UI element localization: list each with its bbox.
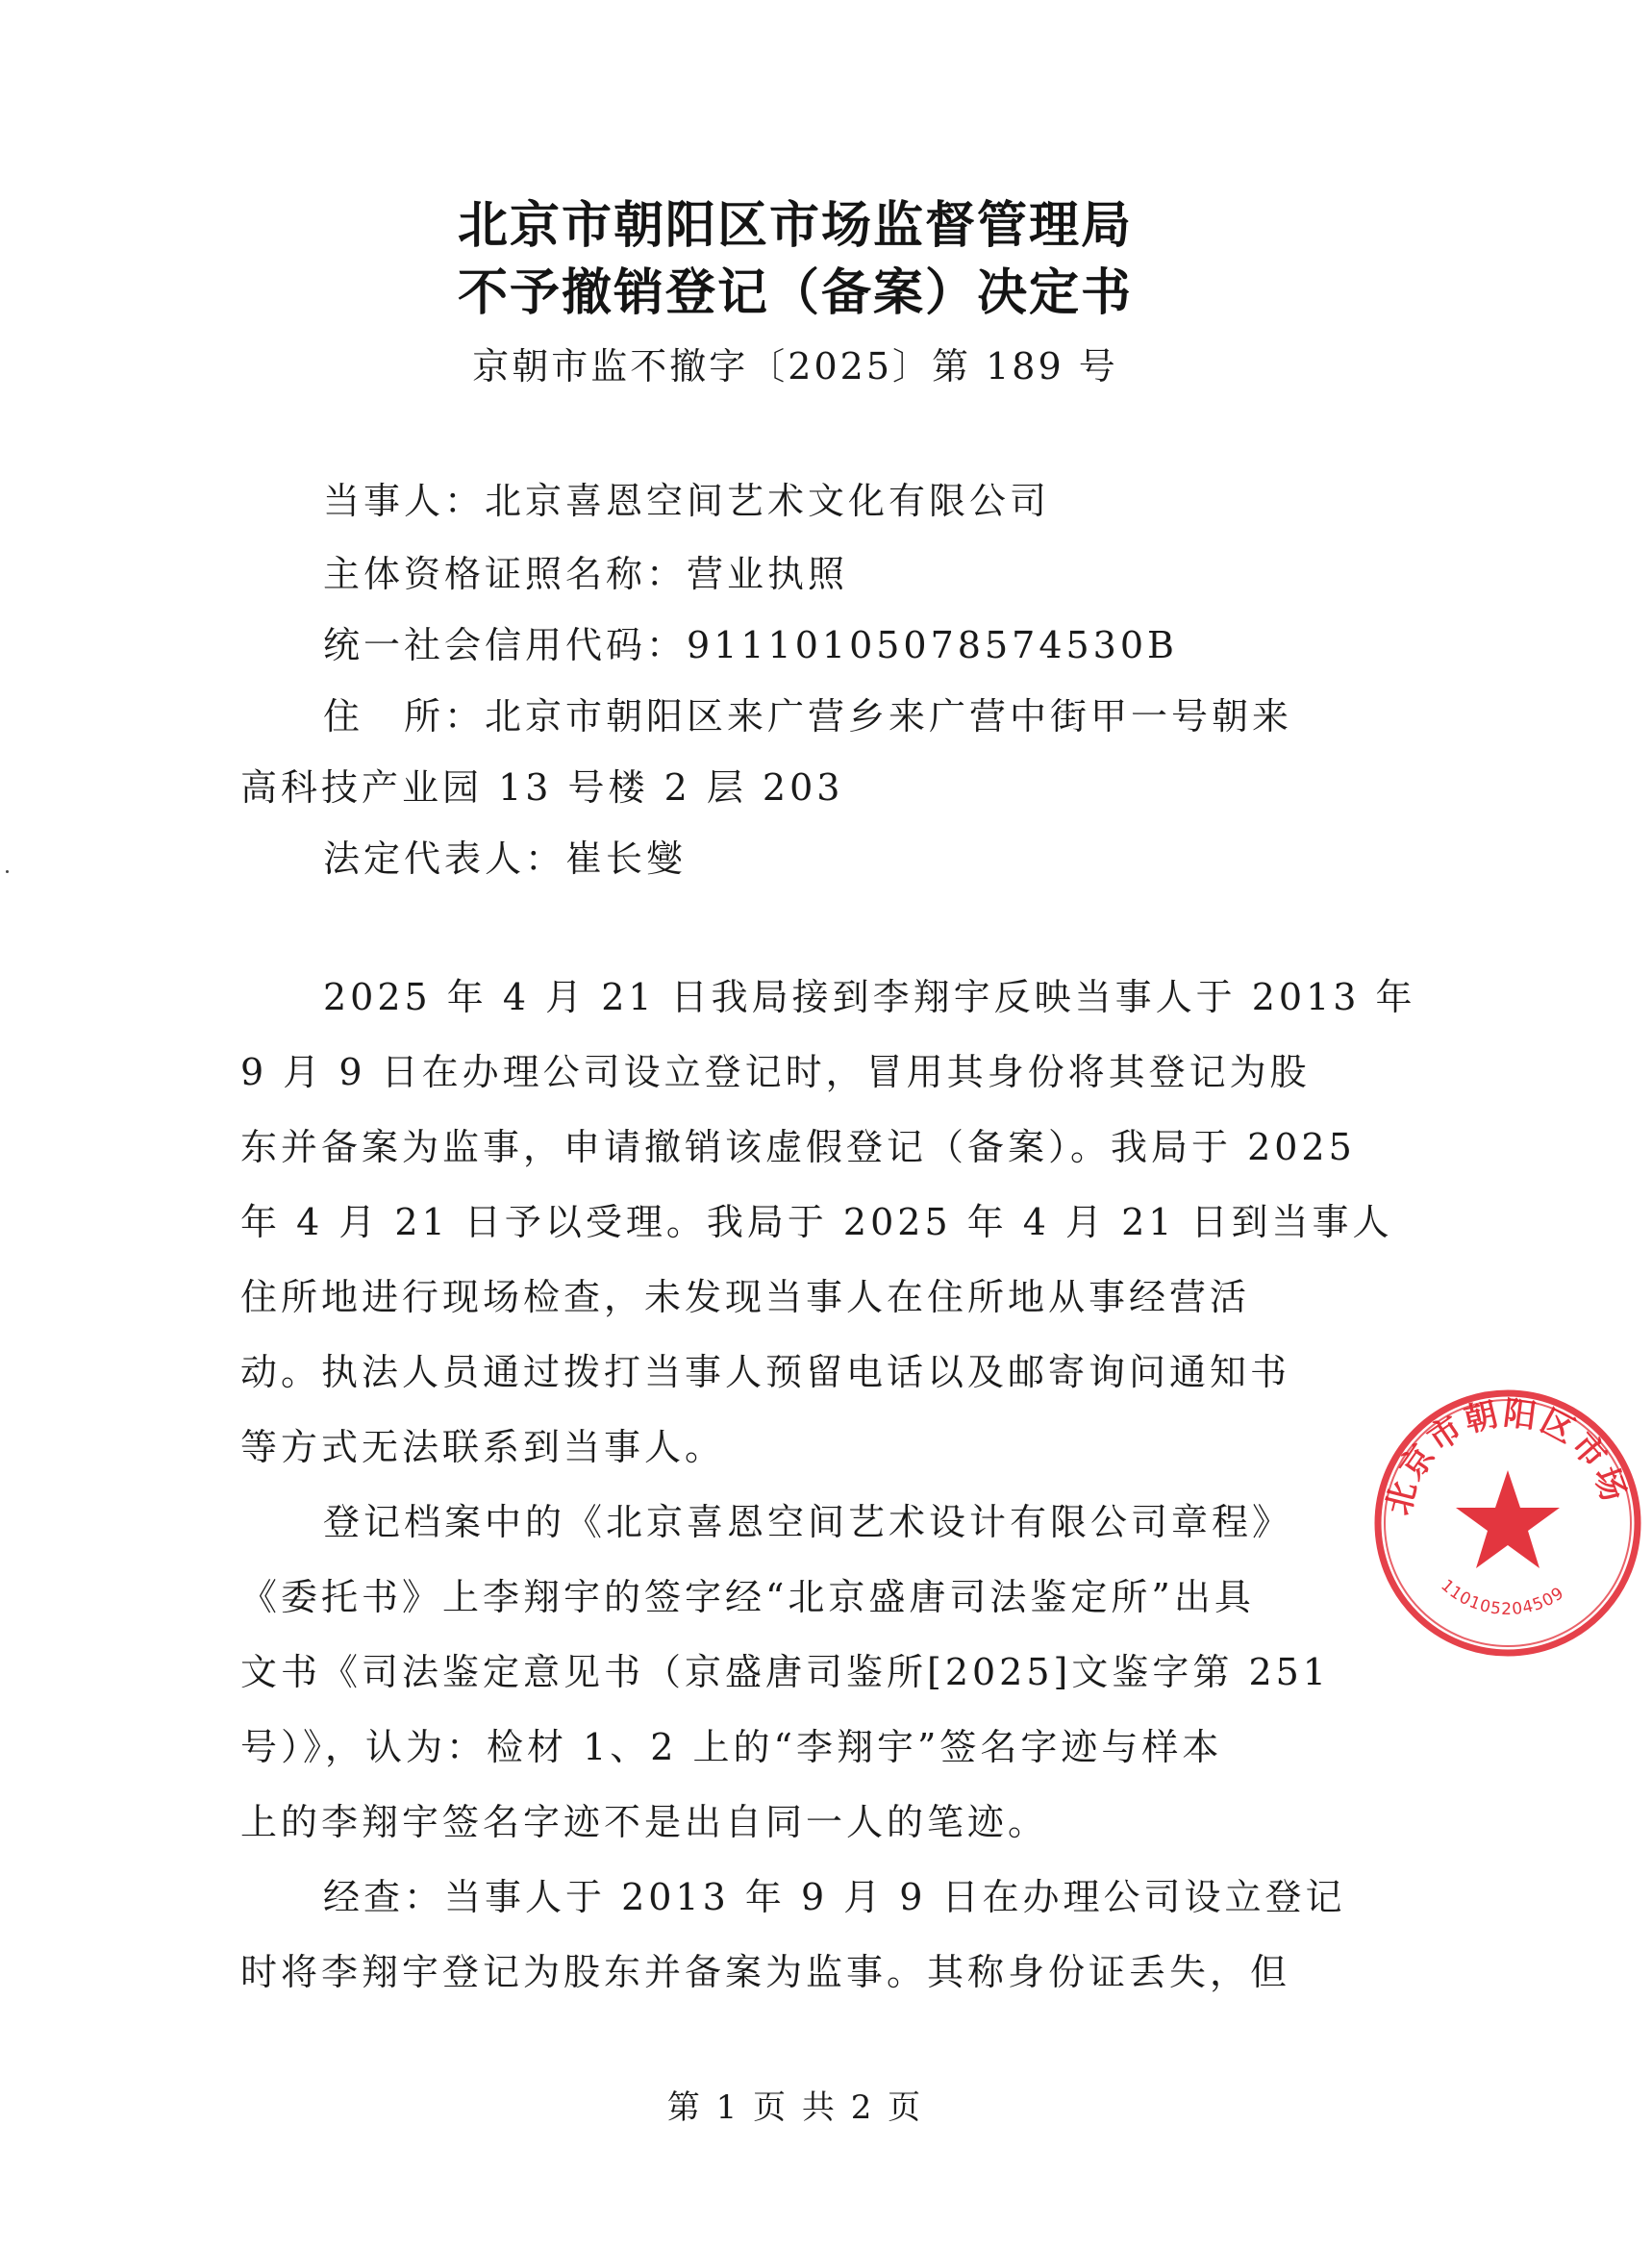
body-line: 2025 年 4 月 21 日我局接到李翔宇反映当事人于 2013 年 (323, 976, 1416, 1018)
body-line: 时将李翔宇登记为股东并备案为监事。其称身份证丢失，但 (240, 1951, 1291, 1993)
body-line: 文书《司法鉴定意见书（京盛唐司鉴所[2025]文鉴字第 251 (240, 1651, 1330, 1693)
party-name-value: 北京喜恩空间艺术文化有限公司 (485, 480, 1051, 522)
address-continuation: 高科技产业园 13 号楼 2 层 203 (240, 766, 844, 809)
party-name-label: 当事人： (323, 480, 486, 522)
body-line: 号）》，认为：检材 1、2 上的“李翔宇”签名字迹与样本 (240, 1726, 1223, 1768)
legal-rep-value: 崔长燮 (565, 838, 688, 880)
body-line: 登记档案中的《北京喜恩空间艺术设计有限公司章程》 (323, 1501, 1293, 1543)
seal-number: 110105204509 (1437, 1576, 1568, 1620)
body-line: 等方式无法联系到当事人。 (240, 1426, 726, 1468)
license-label: 主体资格证照名称： (323, 553, 688, 595)
document-title-line-1: 北京市朝阳区市场监督管理局 (457, 196, 1133, 255)
seal-text: 北京市朝阳区市场 (1379, 1393, 1635, 1519)
address-value-line-1: 北京市朝阳区来广营乡来广营中街甲一号朝来 (485, 695, 1293, 738)
body-line: 动。执法人员通过拨打当事人预留电话以及邮寄询问通知书 (240, 1351, 1291, 1393)
svg-text:110105204509 (1437, 1576, 1567, 1619)
legal-rep-label: 法定代表人： (323, 838, 566, 880)
body-line: 经查：当事人于 2013 年 9 月 9 日在办理公司设立登记 (323, 1876, 1346, 1918)
body-line: 东并备案为监事，申请撤销该虚假登记（备案）。我局于 2025 (240, 1126, 1356, 1168)
page-indicator: 第 1 页 共 2 页 (666, 2088, 924, 2127)
document-number: 京朝市监不撤字〔2025〕第 189 号 (472, 345, 1118, 388)
official-seal (1364, 1379, 1652, 1667)
credit-code-row (323, 624, 1178, 666)
body-line: 住所地进行现场检查，未发现当事人在住所地从事经营活 (240, 1276, 1251, 1318)
license-value: 营业执照 (687, 553, 849, 595)
seal-outer-ring (1378, 1393, 1638, 1653)
license-row (323, 553, 849, 595)
document-title-line-2: 不予撤销登记（备案）决定书 (457, 263, 1133, 322)
body-line: 上的李翔宇签名字迹不是出自同一人的笔迹。 (240, 1801, 1049, 1843)
seal-inner-ring (1385, 1400, 1631, 1646)
address-label: 住 所： (323, 695, 486, 738)
star-icon (1456, 1470, 1560, 1568)
body-line: 9 月 9 日在办理公司设立登记时，冒用其身份将其登记为股 (240, 1051, 1311, 1093)
credit-code-value: 91110105078574530B (687, 624, 1178, 666)
credit-code-label: 统一社会信用代码： (323, 624, 688, 666)
body-line: 《委托书》上李翔宇的签字经“北京盛唐司法鉴定所”出具 (240, 1576, 1255, 1618)
address-row (323, 695, 1293, 738)
body-line: 年 4 月 21 日予以受理。我局于 2025 年 4 月 21 日到当事人 (240, 1201, 1393, 1243)
party-name-row (323, 480, 1051, 522)
margin-mark (6, 870, 9, 873)
svg-text:北京市朝阳区市场 (1379, 1394, 1634, 1519)
legal-rep-row (323, 838, 688, 880)
